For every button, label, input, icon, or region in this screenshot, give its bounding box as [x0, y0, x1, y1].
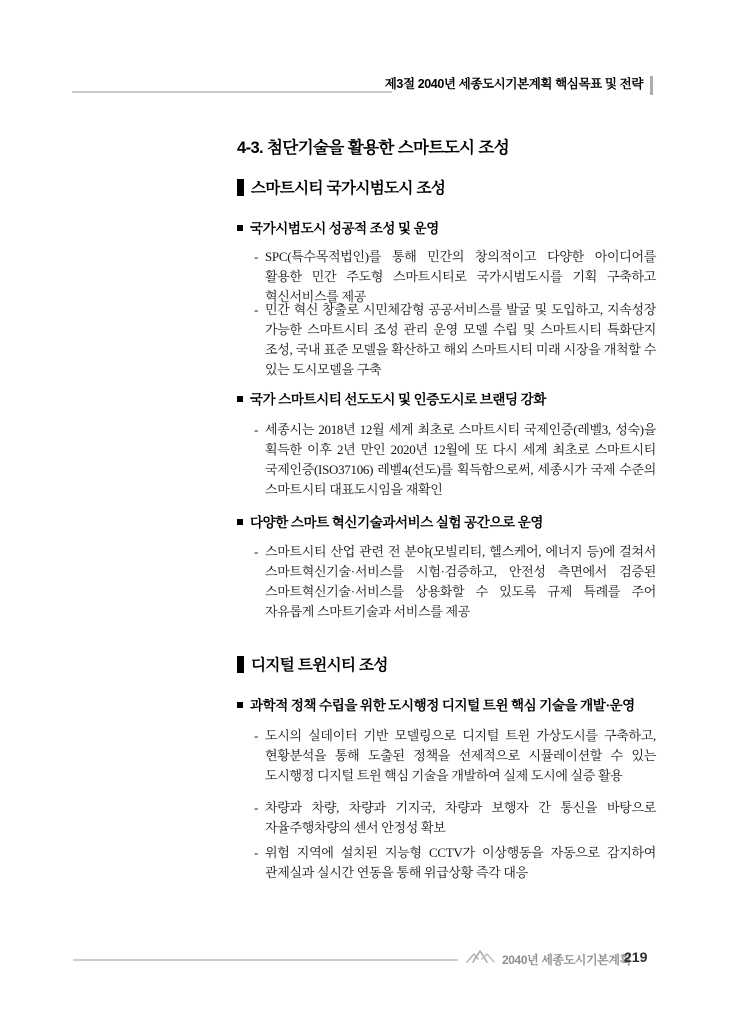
header-rule	[72, 91, 392, 93]
dash-marker: -	[254, 422, 259, 437]
sub-item-text: SPC(특수목적법인)를 통해 민간의 창의적이고 다양한 아이디어를 활용한 민간 주도형 스마트시티로 국가시범도시를 기획 구축하고 혁신서비스를 제공	[265, 249, 656, 304]
sub-item	[254, 247, 656, 307]
sub-item	[254, 542, 656, 622]
sub-item	[254, 300, 656, 380]
section-bar-icon	[237, 656, 244, 673]
section-heading-digital-twin	[237, 653, 656, 675]
running-head: 제3절 2040년 세종도시기본계획 핵심목표 및 전략	[384, 77, 643, 91]
page-number: 219	[624, 949, 648, 965]
page-title: 4-3. 첨단기술을 활용한 스마트도시 조성	[237, 139, 510, 157]
section-heading-label: 디지털 트윈시티 조성	[251, 657, 388, 674]
sub-item	[254, 798, 656, 838]
bullet-item	[237, 511, 656, 531]
footer-logo-icon	[466, 949, 496, 964]
sub-item	[254, 726, 656, 786]
sub-item-text: 스마트시티 산업 관련 전 분야(모빌리티, 헬스케어, 에너지 등)에 걸쳐서 스마트혁신기술·서비스를 시험·검증하고, 안전성 측면에서 검증된 스마트혁신기술·서비스를 상용화할 수 있도록 규제 특례를 주어 자유롭게 스마트기술과 서비스를 제공	[265, 544, 656, 619]
sub-item	[254, 420, 656, 500]
section-bar-icon	[237, 179, 244, 196]
bullet-item-label: 국가시범도시 성공적 조성 및 운영	[250, 221, 439, 236]
header-bar-icon	[650, 76, 653, 95]
bullet-item	[237, 217, 656, 237]
section-heading-label: 스마트시티 국가시범도시 조성	[251, 180, 446, 197]
dash-marker: -	[254, 544, 259, 559]
sub-item-text: 도시의 실데이터 기반 모델링으로 디지털 트윈 가상도시를 구축하고, 현황분석을 통해 도출된 정책을 선제적으로 시뮬레이션할 수 있는 도시행정 디지털 트윈 핵심 기술을 개발하여 실제 도시에 실증 활용	[265, 728, 656, 783]
square-bullet-icon	[237, 396, 243, 402]
bullet-item-label: 과학적 정책 수립을 위한 도시행정 디지털 트윈 핵심 기술을 개발·운영	[250, 698, 635, 713]
dash-marker: -	[254, 728, 259, 743]
section-heading-smart-city	[237, 176, 656, 198]
sub-item-text: 세종시는 2018년 12월 세계 최초로 스마트시티 국제인증(레벨3, 성숙)을 획득한 이후 2년 만인 2020년 12월에 또 다시 세계 최초로 스마트시티 국제인증(ISO37106) 레벨4(선도)를 획득함으로써, 세종시가 국제 수준의 스마트시티 대표도시임을 재확인	[265, 422, 656, 497]
sub-item-text: 위험 지역에 설치된 지능형 CCTV가 이상행동을 자동으로 감지하여 관제실과 실시간 연동을 통해 위급상황 즉각 대응	[265, 845, 656, 880]
bullet-item	[237, 388, 656, 408]
dash-marker: -	[254, 800, 259, 815]
square-bullet-icon	[237, 519, 243, 525]
sub-item	[254, 843, 656, 883]
dash-marker: -	[254, 845, 259, 860]
bullet-item-label: 국가 스마트시티 선도도시 및 인증도시로 브랜딩 강화	[250, 392, 546, 407]
square-bullet-icon	[237, 225, 243, 231]
dash-marker: -	[254, 302, 259, 317]
dash-marker: -	[254, 249, 259, 264]
square-bullet-icon	[237, 702, 243, 708]
bullet-item	[237, 694, 656, 714]
sub-item-text: 차량과 차량, 차량과 기지국, 차량과 보행자 간 통신을 바탕으로 자율주행차량의 센서 안정성 확보	[265, 800, 656, 835]
footer-rule	[73, 959, 458, 961]
bullet-item-label: 다양한 스마트 혁신기술과서비스 실험 공간으로 운영	[250, 515, 543, 530]
sub-item-text: 민간 혁신 창출로 시민체감형 공공서비스를 발굴 및 도입하고, 지속성장 가능한 스마트시티 조성 관리 운영 모델 수립 및 스마트시티 특화단지 조성, 국내 표준 모델을 확산하고 해외 스마트시티 미래 시장을 개척할 수 있는 도시모델을 구축	[265, 302, 656, 377]
footer-doc-title: 2040년 세종도시기본계획	[502, 953, 631, 967]
